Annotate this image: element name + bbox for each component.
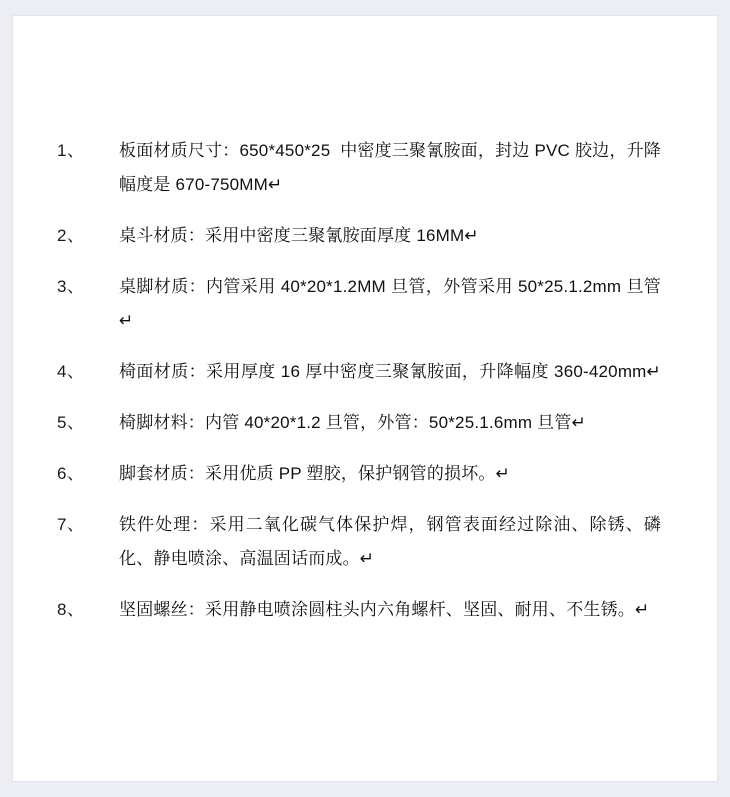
list-item-text: 铁件处理：采用二氧化碳气体保护焊，钢管表面经过除油、除锈、磷化、静电喷涂、高温固话而成。↵	[119, 515, 661, 568]
list-item-number: 4、	[57, 362, 85, 381]
list-item-text: 桌斗材质：采用中密度三聚氰胺面厚度 16MM↵	[119, 226, 479, 245]
list-item-number: 6、	[57, 464, 85, 483]
list-item	[57, 457, 661, 491]
list-item-text: 坚固螺丝：采用静电喷涂圆柱头内六角螺杆、坚固、耐用、不生锈。↵	[119, 600, 650, 619]
list-item-text: 椅面材质：采用厚度 16 厚中密度三聚氰胺面，升降幅度 360-420mm↵	[119, 362, 661, 381]
list-item	[57, 355, 661, 389]
list-item-number: 7、	[57, 515, 85, 534]
list-item-text: 桌脚材质：内管采用 40*20*1.2MM 旦管，外管采用 50*25.1.2mm 旦管↵	[119, 277, 661, 330]
document-body	[13, 16, 717, 781]
list-item	[57, 406, 661, 440]
list-item	[57, 593, 661, 627]
list-item	[57, 134, 661, 202]
list-item-text: 脚套材质：采用优质 PP 塑胶，保护钢管的损坏。↵	[119, 464, 511, 483]
list-item-number: 8、	[57, 600, 85, 619]
list-item-number: 3、	[57, 277, 85, 296]
list-item-text: 椅脚材料：内管 40*20*1.2 旦管，外管：50*25.1.6mm 旦管↵	[119, 413, 587, 432]
list-item-number: 1、	[57, 141, 85, 160]
document-page	[13, 16, 717, 781]
list-item	[57, 508, 661, 576]
list-item	[57, 219, 661, 253]
list-item-number: 2、	[57, 226, 85, 245]
list-item-number: 5、	[57, 413, 85, 432]
list-item	[57, 270, 661, 338]
list-item-text: 板面材质尺寸：650*450*25 中密度三聚氰胺面，封边 PVC 胶边，升降幅度是 670-750MM↵	[119, 141, 661, 194]
